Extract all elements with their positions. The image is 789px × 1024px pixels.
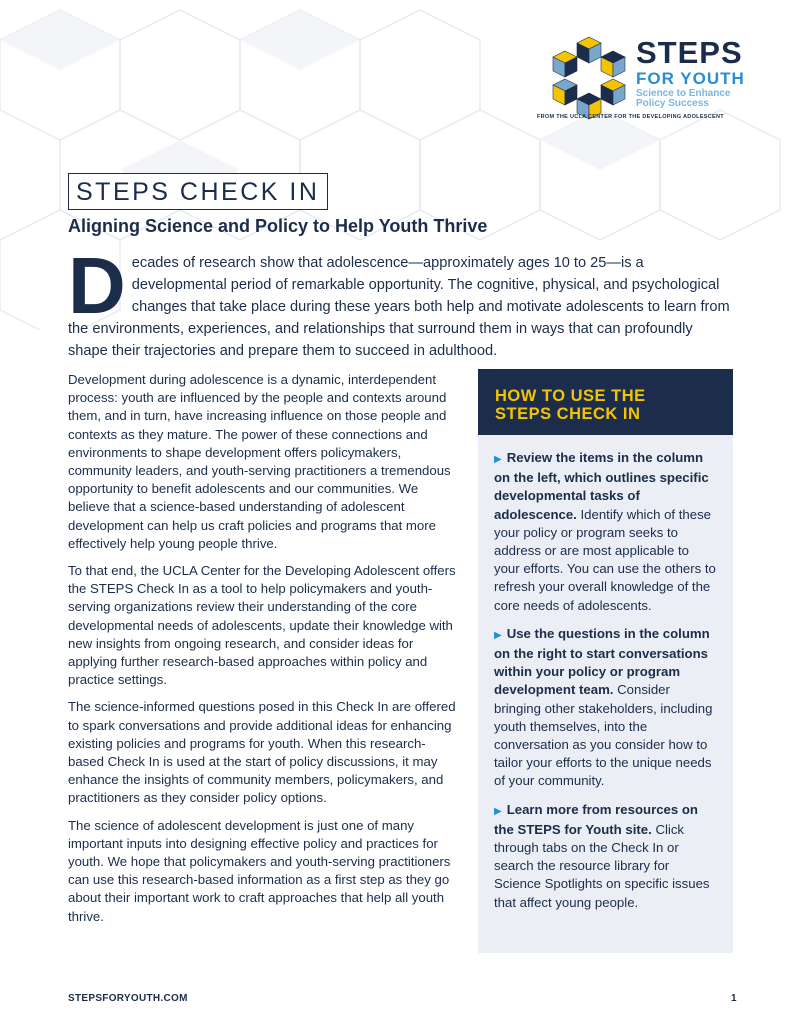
triangle-bullet-icon: ▶ [494,629,502,641]
how-to-use-sidebar [478,369,733,953]
sidebar-item-text: Click through tabs on the Check In or search the resource library for Science Spotlights on specific issues that affect young people. [494,821,710,910]
sidebar-heading [478,369,733,435]
sidebar-body [478,435,733,912]
intro-paragraph [68,241,730,362]
sidebar-item [494,449,717,615]
page-title-text: STEPS CHECK IN [76,178,320,206]
sidebar-item-bold: Review the items in the column on the left, which outlines specific developmental tasks of adolescence. [494,450,709,522]
body-paragraph: To that end, the UCLA Center for the Developing Adolescent offers the STEPS Check In as a tool to help policymakers and youth-serving organizations review their understanding of the core developmental needs of adolescents, update their knowledge with new insights from ongoing research, and consider ideas for applying further research-based approaches within policy and practice settings. [68,563,456,688]
sidebar-item-text: Consider bringing other stakeholders, including youth themselves, into the conversation as you consider how to tailor your efforts to the unique needs of your community. [494,682,713,789]
logo-wordmark: STEPS [636,35,743,70]
steps-logo [537,33,745,125]
logo-tagline: FOR YOUTH [636,69,745,88]
sidebar-item-text: Identify which of these your policy or program seeks to address or are most applicable to your efforts. You can use the others to refresh your overall knowledge of the core needs of adolescents. [494,506,716,613]
sidebar-item-bold: Use the questions in the column on the right to start conversations within your policy or program development team. [494,625,710,698]
intro-text: ecades of research show that adolescence—approximately ages 10 to 25—is a developmental period of remarkable opportunity. The cognitive, physical, and psychological changes that take place during these years both help and motivate adolescents to learn from the environments, experiences, and relationships that surround them in ways that can profoundly shape their trajectories and prepare them to succeed in adulthood. [68,255,730,359]
page-subtitle: Aligning Science and Policy to Help Youth Thrive [68,216,488,236]
body-paragraph: Development during adolescence is a dynamic, interdependent process: youth are influenced by the people and contexts around them, and in turn, have increasing influence on those people and contexts as they mature. The power of these connections and environments to shape development offers policymakers, community leaders, and youth-serving practitioners a tremendous opportunity to benefit adolescents and our communities. We believe that a science-based understanding of adolescent development can help us craft policies and programs that more effectively help young people thrive. [68,372,451,551]
page-title [68,173,328,210]
sidebar-heading-line2: STEPS CHECK IN [495,405,641,423]
sidebar-item-bold: Learn more from resources on the STEPS for Youth site. [494,801,698,837]
triangle-bullet-icon: ▶ [494,805,502,817]
page-number: 1 [731,993,737,1004]
logo-org: FROM THE UCLA CENTER FOR THE DEVELOPING ADOLESCENT [537,114,724,120]
sidebar-item [494,801,717,912]
logo-subtitle: Science to Enhance Policy Success [636,88,731,109]
sidebar-heading-line1: HOW TO USE THE [495,387,646,405]
body-paragraph: The science-informed questions posed in this Check In are offered to spark conversations and provide additional ideas for enhancing existing policies and programs for youth. When this research-based Check In is used at the start of policy discussions, it may enhance the insights of community members, policymakers, and practitioners as they consider policy options. [68,699,456,806]
footer-site-link[interactable]: STEPSFORYOUTH.COM [68,993,188,1004]
drop-cap: D [68,241,126,330]
triangle-bullet-icon: ▶ [494,454,502,465]
sidebar-item [494,625,717,791]
cube-cluster-icon [545,33,633,121]
body-paragraph: The science of adolescent development is just one of many important inputs into designing effective policy and practices for youth. We hope that policymakers and youth-serving practitioners can use this research-based information as a first step as they go about their important work to craft approaches that help all youth thrive. [68,817,451,924]
body-column [68,371,458,935]
